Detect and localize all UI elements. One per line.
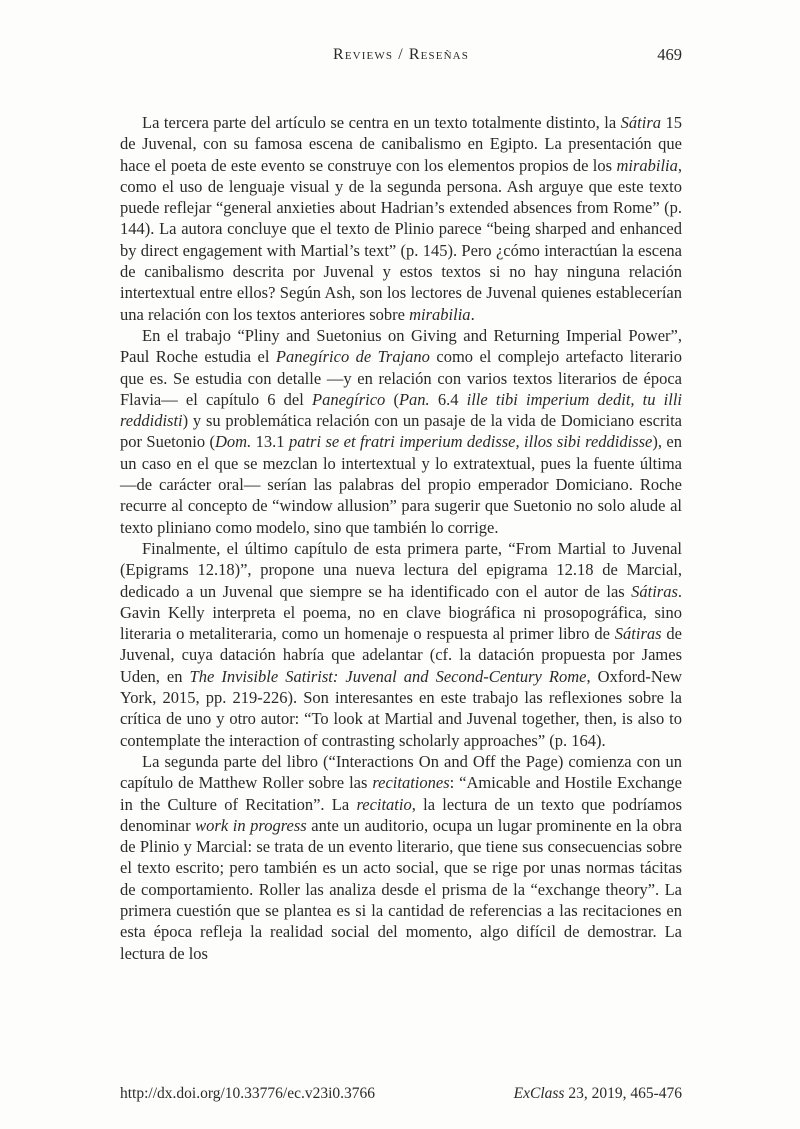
page-footer [120, 1084, 682, 1104]
article-body [120, 112, 682, 964]
doi-link[interactable]: http://dx.doi.org/10.33776/ec.v23i0.3766 [120, 1085, 376, 1102]
paragraph: La tercera parte del artículo se centra en un texto totalmente distinto, la Sátira 15 de Juvenal, con su famosa escena de canibalismo en Egipto. La presentación que hace el poeta de este evento se construye con los elementos propios de los mirabilia, como el uso de lenguaje visual y de la segunda persona. Ash arguye que este texto puede reflejar “general anxieties about Hadrian’s extended absences from Rome” (p. 144). La autora concluye que el texto de Plinio parece “being sharped and enhanced by direct engagement with Martial’s text” (p. 145). Pero ¿cómo interactúan la escena de canibalismo descrita por Juvenal y estos textos si no hay ninguna relación intertextual entre ellos? Según Ash, son los lectores de Juvenal quienes establecerían una relación con los textos anteriores sobre mirabilia. [120, 113, 683, 324]
page-header [120, 44, 682, 66]
paragraph: En el trabajo “Pliny and Suetonius on Giving and Returning Imperial Power”, Paul Roche estudia el Panegírico de Trajano como el complejo artefacto literario que es. Se estudia con detalle —y en relación con varios textos literarios de época Flavia— el capítulo 6 del Panegírico (Pan. 6.4 ille tibi imperium dedit, tu illi reddidisti) y su problemática relación con un pasaje de la vida de Domiciano escrita por Suetonio (Dom. 13.1 patri se et fratri imperium dedisse, illos sibi reddidisse), en un caso en el que se mezclan lo intertextual y lo extratextual, pues la fuente última —de carácter oral— serían las palabras del propio emperador Domiciano. Roche recurre al concepto de “window allusion” para sugerir que Suetonio no solo alude al texto pliniano como modelo, sino que también lo corrige. [120, 325, 683, 537]
paragraph: La segunda parte del libro (“Interactions On and Off the Page) comienza con un capítulo de Matthew Roller sobre las recitationes: “Amicable and Hostile Exchange in the Culture of Recitation”. La recitatio, la lectura de un texto que podríamos denominar work in progress ante un auditorio, ocupa un lugar prominente en la obra de Plinio y Marcial: se trata de un evento literario, que tiene sus consecuencias sobre el texto escrito; pero también es un acto social, que se rige por unas normas tácitas de comportamiento. Roller las analiza desde el prisma de la “exchange theory”. La primera cuestión que se plantea es si la cantidad de referencias a las recitaciones en esta época refleja la realidad social del momento, algo difícil de demostrar. La lectura de los [120, 751, 683, 963]
running-title: Reviews / Reseñas [333, 46, 469, 63]
journal-reference: ExClass 23, 2019, 465-476 [513, 1085, 682, 1102]
paragraph: Finalmente, el último capítulo de esta primera parte, “From Martial to Juvenal (Epigrams 12.18)”, propone una nueva lectura del epigrama 12.18 de Marcial, dedicado a un Juvenal que siempre se ha identificado con el autor de las Sátiras. Gavin Kelly interpreta el poema, no en clave biográfica ni prosopográfica, sino literaria o metaliteraria, como un homenaje o respuesta al primer libro de Sátiras de Juvenal, cuya datación habría que adelantar (cf. la datación propuesta por James Uden, en The Invisible Satirist: Juvenal and Second-Century Rome, Oxford-New York, 2015, pp. 219-226). Son interesantes en este trabajo las reflexiones sobre la crítica de uno y otro autor: “To look at Martial and Juvenal together, then, is also to contemplate the interaction of contrasting scholarly approaches” (p. 164). [120, 538, 682, 750]
page-number: 469 [657, 45, 682, 64]
